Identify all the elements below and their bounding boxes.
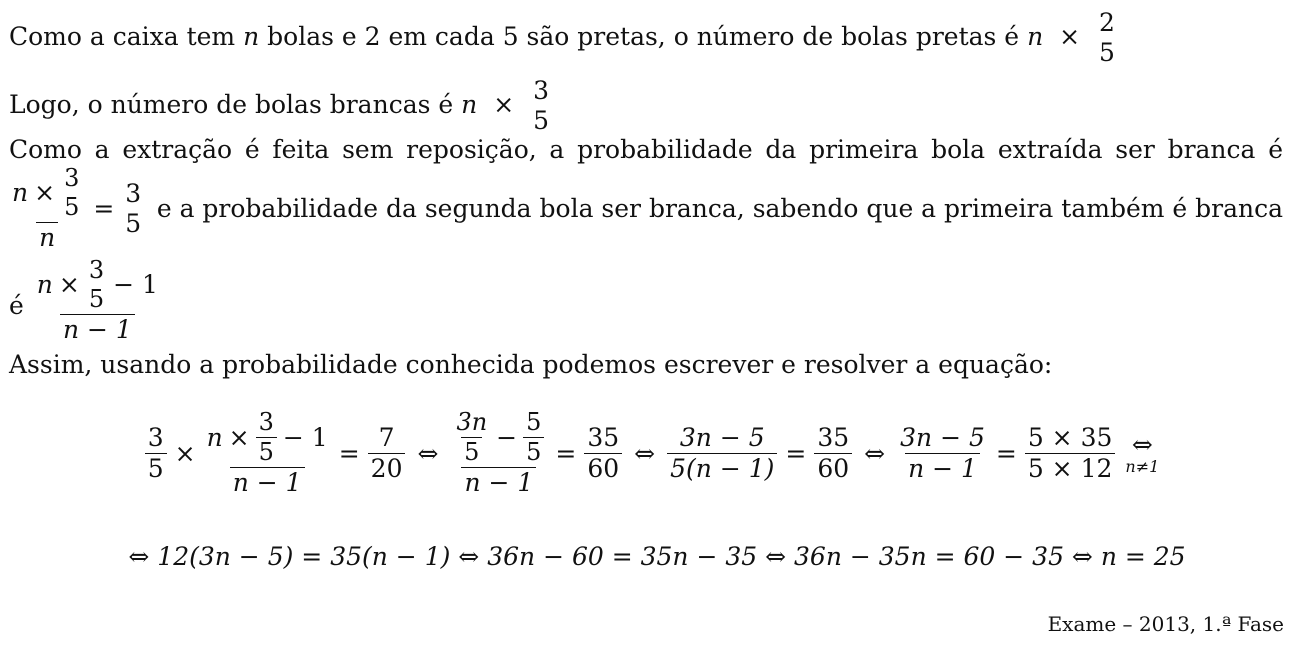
text-segment: e a probabilidade da segunda bola ser branca, sabendo que a primeira também é branca [156,194,1283,224]
word: ser [1115,135,1155,164]
fraction-three-fifths [122,178,144,238]
word: branca [1167,135,1256,164]
inner-fraction [453,410,490,465]
inner-numerator: 3 [64,164,80,192]
fraction-denominator: 20 [368,453,406,482]
times-symbol: × [58,270,80,300]
inner-numerator: 3 [258,408,274,436]
fraction-numerator [34,258,161,314]
fraction-numerator: 3n − 5 [900,422,985,452]
fraction-two-fifths [1096,10,1118,67]
fraction-denominator: 5 [145,453,167,482]
fraction-numerator: 3 [125,178,142,208]
text-segment: é [9,291,24,321]
fraction-35-60 [814,422,852,483]
inner-fraction [523,410,544,465]
minus-one: − 1 [282,422,328,452]
variable-n: n [36,270,53,300]
variable-n: n [1027,21,1044,51]
inner-denominator: 5 [88,285,105,314]
fraction-conditional [204,410,331,497]
source-citation: Exame – 2013, 1.ª Fase [1047,612,1284,636]
iff-symbol: ⇔ [1131,430,1153,460]
equals-symbol: = [995,438,1017,468]
fraction-denominator: 5 [1099,38,1115,68]
fraction-product [1025,422,1116,483]
text-line-6: Assim, usando a probabilidade conhecida podemos escrever e resolver a equação: [9,350,1053,379]
fraction-denominator: 5 [533,106,549,136]
fraction-denominator: n − 1 [461,467,536,496]
inner-fraction [61,166,82,220]
inner-fraction [256,410,277,465]
fraction-second-probability [34,258,161,344]
text-segment: Como a caixa tem [9,21,236,51]
inner-denominator: 5 [523,437,544,465]
fraction-simplified [667,422,777,483]
equation-2: ⇔ 12(3n − 5) = 35(n − 1) ⇔ 36n − 60 = 35n − 35 ⇔ 36n − 35n = 60 − 35 ⇔ n = 25 [128,542,1186,571]
inner-fraction [86,258,107,312]
fraction-numerator: 3n − 5 [679,422,765,452]
fraction-denominator: n [36,222,58,251]
fraction-numerator: 5 × 35 [1027,422,1113,452]
fraction-numerator: 3 [533,76,549,105]
fraction-seven-twentieths [368,422,406,483]
word: primeira [809,135,919,164]
fraction-numerator [204,410,331,467]
variable-n: n [206,422,223,452]
fraction-first-probability [9,166,85,252]
fraction-denominator: 5 [125,208,142,238]
fraction-numerator: 35 [587,422,620,452]
fraction-denominator: 5 × 12 [1025,453,1116,482]
fraction-numerator [9,166,85,222]
word: extração [122,135,233,164]
text-line-2 [9,78,552,135]
word: é [244,135,260,164]
inner-denominator: 5 [64,193,80,222]
word: extraída [997,135,1103,164]
word: da [765,135,797,164]
fraction-denominator: n − 1 [60,314,135,343]
word: a [549,135,565,164]
iff-with-condition [1125,430,1159,476]
text-line-5 [9,258,161,344]
times-symbol: × [174,438,196,468]
variable-n: n [12,178,29,208]
iff-symbol: ⇔ [864,438,886,468]
word: a [94,135,110,164]
text-segment: Logo, o número de bolas brancas é [9,89,454,119]
inner-numerator: 3n [456,408,488,436]
text-line-1 [9,10,1118,67]
word: probabilidade [577,135,753,164]
fraction-expanded [450,410,547,497]
times-symbol: × [34,178,56,208]
fraction-35-60 [584,422,622,483]
times-symbol: × [228,422,250,452]
iff-symbol: ⇔ [634,438,656,468]
fraction-three-fifths [145,422,167,483]
fraction-three-fifths [530,78,552,135]
times-symbol: × [493,89,515,119]
minus-one: − 1 [113,270,158,300]
minus-symbol: − [496,422,518,452]
fraction-numerator: 7 [378,422,395,452]
times-symbol: × [1059,21,1081,51]
variable-n: n [243,21,260,51]
word: bola [931,135,986,164]
word: é [1268,135,1283,164]
inner-denominator: 5 [461,437,482,465]
equation-1 [0,410,1314,497]
fraction-numerator: 3 [147,422,164,452]
inner-numerator: 3 [88,256,105,284]
equals-symbol: = [785,438,807,468]
inner-numerator: 5 [526,408,542,436]
equals-symbol: = [555,438,577,468]
fraction-denominator: 5(n − 1) [667,453,777,482]
fraction-denominator: n − 1 [230,467,305,496]
equals-symbol: = [338,438,360,468]
word: feita [272,135,330,164]
fraction-numerator: 2 [1099,8,1115,37]
text-line-3 [9,137,1283,162]
text-line-4 [9,166,1283,252]
word: sem [342,135,394,164]
variable-n: n [461,89,478,119]
fraction-reduced [897,422,988,483]
iff-symbol: ⇔ [417,438,439,468]
fraction-numerator: 35 [817,422,850,452]
word: reposição, [406,135,537,164]
fraction-numerator [450,410,547,467]
equals-symbol: = [93,194,115,224]
inner-denominator: 5 [256,437,277,465]
word: Como [9,135,82,164]
fraction-denominator: n − 1 [905,453,980,482]
condition-label: n≠1 [1125,457,1160,477]
fraction-denominator: 60 [584,453,622,482]
text-segment: bolas e 2 em cada 5 são pretas, o número de bolas pretas é [267,21,1020,51]
fraction-denominator: 60 [814,453,852,482]
